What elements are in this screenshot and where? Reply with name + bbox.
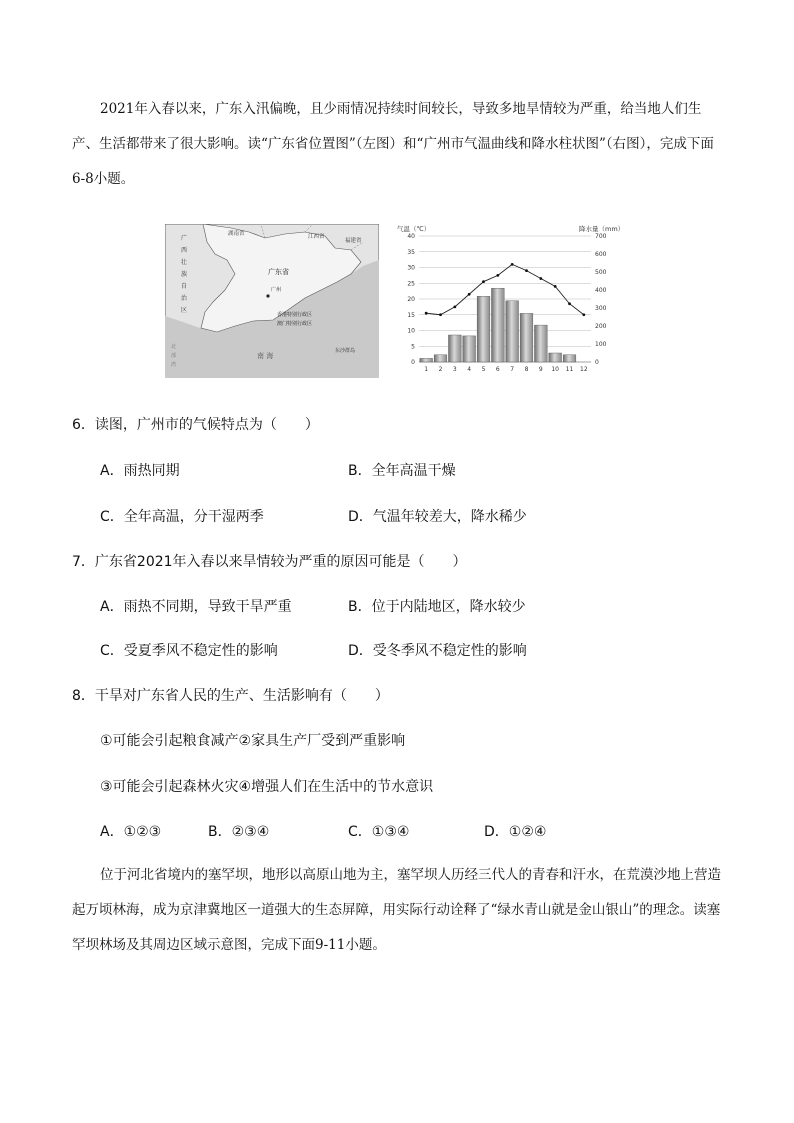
map-label-beibuwan (171, 343, 176, 368)
q8-statement-line-2: ③可能会引起森林火灾④增强人们在生活中的节水意识 (100, 779, 434, 795)
intro-paragraph-1: 2021年入春以来，广东入汛偏晚，且少雨情况持续时间较长，导致多地旱情较为严重，给当地人们生产、生活都带来了很大影响。读“广东省位置图”（左图）和“广州市气温曲线和降水柱状图”（右图），完成下面6-8小题。 (72, 101, 714, 187)
precip-bar (506, 301, 519, 362)
svg-text:区: 区 (181, 307, 188, 314)
chart-ylabel-right: 降水量（mm） (579, 225, 625, 233)
map-label-nanhai: 南 海 (257, 352, 274, 360)
guangzhou-dot (266, 294, 269, 297)
svg-text:自: 自 (181, 283, 188, 290)
svg-text:部: 部 (171, 353, 177, 359)
temperature-point (482, 280, 485, 283)
month-tick-label: 9 (538, 366, 543, 373)
svg-text:治: 治 (181, 295, 188, 302)
guangzhou-climate-chart (395, 222, 635, 380)
map-label-hunan: 湖南省 (228, 231, 245, 237)
temperature-point (453, 305, 456, 308)
temperature-point (496, 274, 499, 277)
precip-bar (534, 325, 547, 362)
guangdong-location-map (165, 224, 379, 378)
precip-bar (491, 288, 504, 362)
question-6-stem: 6．读图，广州市的气候特点为（ ） (72, 417, 319, 433)
temp-tick-label: 20 (407, 296, 415, 303)
temperature-point (554, 285, 557, 288)
q8-option-c[interactable]: C．①③④ (348, 824, 410, 840)
question-7-stem: 7．广东省2021年入春以来旱情较为严重的原因可能是（ ） (72, 554, 467, 570)
q6-option-b[interactable]: B．全年高温干燥 (348, 463, 456, 479)
map-label-fujian: 福建省 (345, 238, 362, 244)
precip-tick-label: 300 (595, 305, 607, 312)
precip-bar (549, 353, 562, 362)
precip-tick-label: 700 (595, 233, 607, 240)
temperature-point (439, 313, 442, 316)
temperature-line (426, 264, 584, 314)
svg-text:西: 西 (181, 247, 188, 254)
q7-option-a[interactable]: A．雨热不同期，导致干旱严重 (100, 599, 292, 615)
map-label-dongsha: 东沙群岛 (335, 348, 356, 354)
map-label-guangzhou: 广州 (271, 287, 282, 293)
month-tick-label: 7 (510, 366, 515, 373)
month-tick-label: 12 (580, 366, 588, 373)
month-tick-label: 4 (467, 366, 472, 373)
month-tick-label: 3 (452, 366, 457, 373)
svg-text:壮: 壮 (181, 259, 188, 266)
precip-tick-label: 0 (595, 359, 599, 366)
map-label-jiangxi: 江西省 (308, 234, 325, 240)
svg-text:广: 广 (181, 235, 188, 242)
temperature-point (511, 263, 514, 266)
q8-option-d[interactable]: D．①②④ (484, 824, 547, 840)
svg-text:湾: 湾 (171, 362, 177, 368)
precip-tick-label: 100 (595, 341, 607, 348)
month-tick-label: 5 (481, 366, 486, 373)
precip-tick-label: 400 (595, 287, 607, 294)
q7-option-d[interactable]: D．受冬季风不稳定性的影响 (348, 643, 527, 659)
precip-bar (463, 336, 476, 362)
precip-tick-label: 200 (595, 323, 607, 330)
q7-option-c[interactable]: C．受夏季风不稳定性的影响 (100, 643, 278, 659)
temp-tick-label: 40 (407, 233, 415, 240)
temperature-point (568, 302, 571, 305)
svg-text:族: 族 (181, 271, 188, 278)
intro-paragraph-2: 位于河北省境内的塞罕坝，地形以高原山地为主，塞罕坝人历经三代人的青春和汗水，在荒漠沙地上营造起万顷林海，成为京津冀地区一道强大的生态屏障，用实际行动诠释了“绿水青山就是金山银山”的理念。读塞罕坝林场及其周边区域示意图，完成下面9-11小题。 (72, 867, 721, 953)
q6-option-a[interactable]: A．雨热同期 (100, 463, 180, 479)
precip-bar (477, 296, 490, 362)
precip-bar (563, 355, 576, 362)
q8-option-b[interactable]: B．②③④ (208, 824, 270, 840)
precip-bar (434, 355, 447, 362)
temp-tick-label: 35 (407, 248, 415, 256)
temp-tick-label: 15 (407, 311, 415, 319)
question-8-stem: 8．干旱对广东省人民的生产、生活影响有（ ） (72, 688, 389, 704)
q6-option-d[interactable]: D．气温年较差大，降水稀少 (348, 509, 527, 525)
month-tick-label: 6 (495, 366, 500, 373)
q7-option-b[interactable]: B．位于内陆地区，降水较少 (348, 599, 526, 615)
month-tick-label: 2 (438, 366, 443, 373)
map-label-macau: 澳门特别行政区 (277, 321, 313, 327)
precip-tick-label: 500 (595, 269, 607, 276)
temperature-point (525, 269, 528, 272)
temp-tick-label: 10 (407, 327, 415, 335)
precip-bar (420, 358, 433, 362)
temperature-point (582, 313, 585, 316)
precip-tick-label: 600 (595, 251, 607, 258)
temperature-point (425, 312, 428, 315)
month-tick-label: 11 (565, 366, 574, 373)
svg-text:北: 北 (171, 344, 177, 350)
temp-tick-label: 5 (411, 343, 415, 351)
q6-option-c[interactable]: C．全年高温，分干湿两季 (100, 509, 264, 525)
temperature-point (468, 293, 471, 296)
map-label-guangdong: 广东省 (268, 268, 289, 276)
temperature-point (539, 277, 542, 280)
temp-tick-label: 30 (407, 264, 415, 272)
month-tick-label: 10 (551, 366, 559, 373)
q8-statement-line-1: ①可能会引起粮食减产②家具生产厂受到严重影响 (100, 733, 406, 749)
precip-bar (448, 335, 461, 362)
temp-tick-label: 25 (407, 280, 415, 288)
precip-bar (520, 313, 533, 362)
month-tick-label: 1 (424, 366, 429, 373)
temp-tick-label: 0 (411, 359, 415, 366)
map-label-hongkong: 香港特别行政区 (277, 312, 313, 318)
month-tick-label: 8 (524, 366, 529, 373)
q8-option-a[interactable]: A．①②③ (100, 824, 162, 840)
chart-ylabel-left: 气温（℃） (397, 225, 431, 233)
